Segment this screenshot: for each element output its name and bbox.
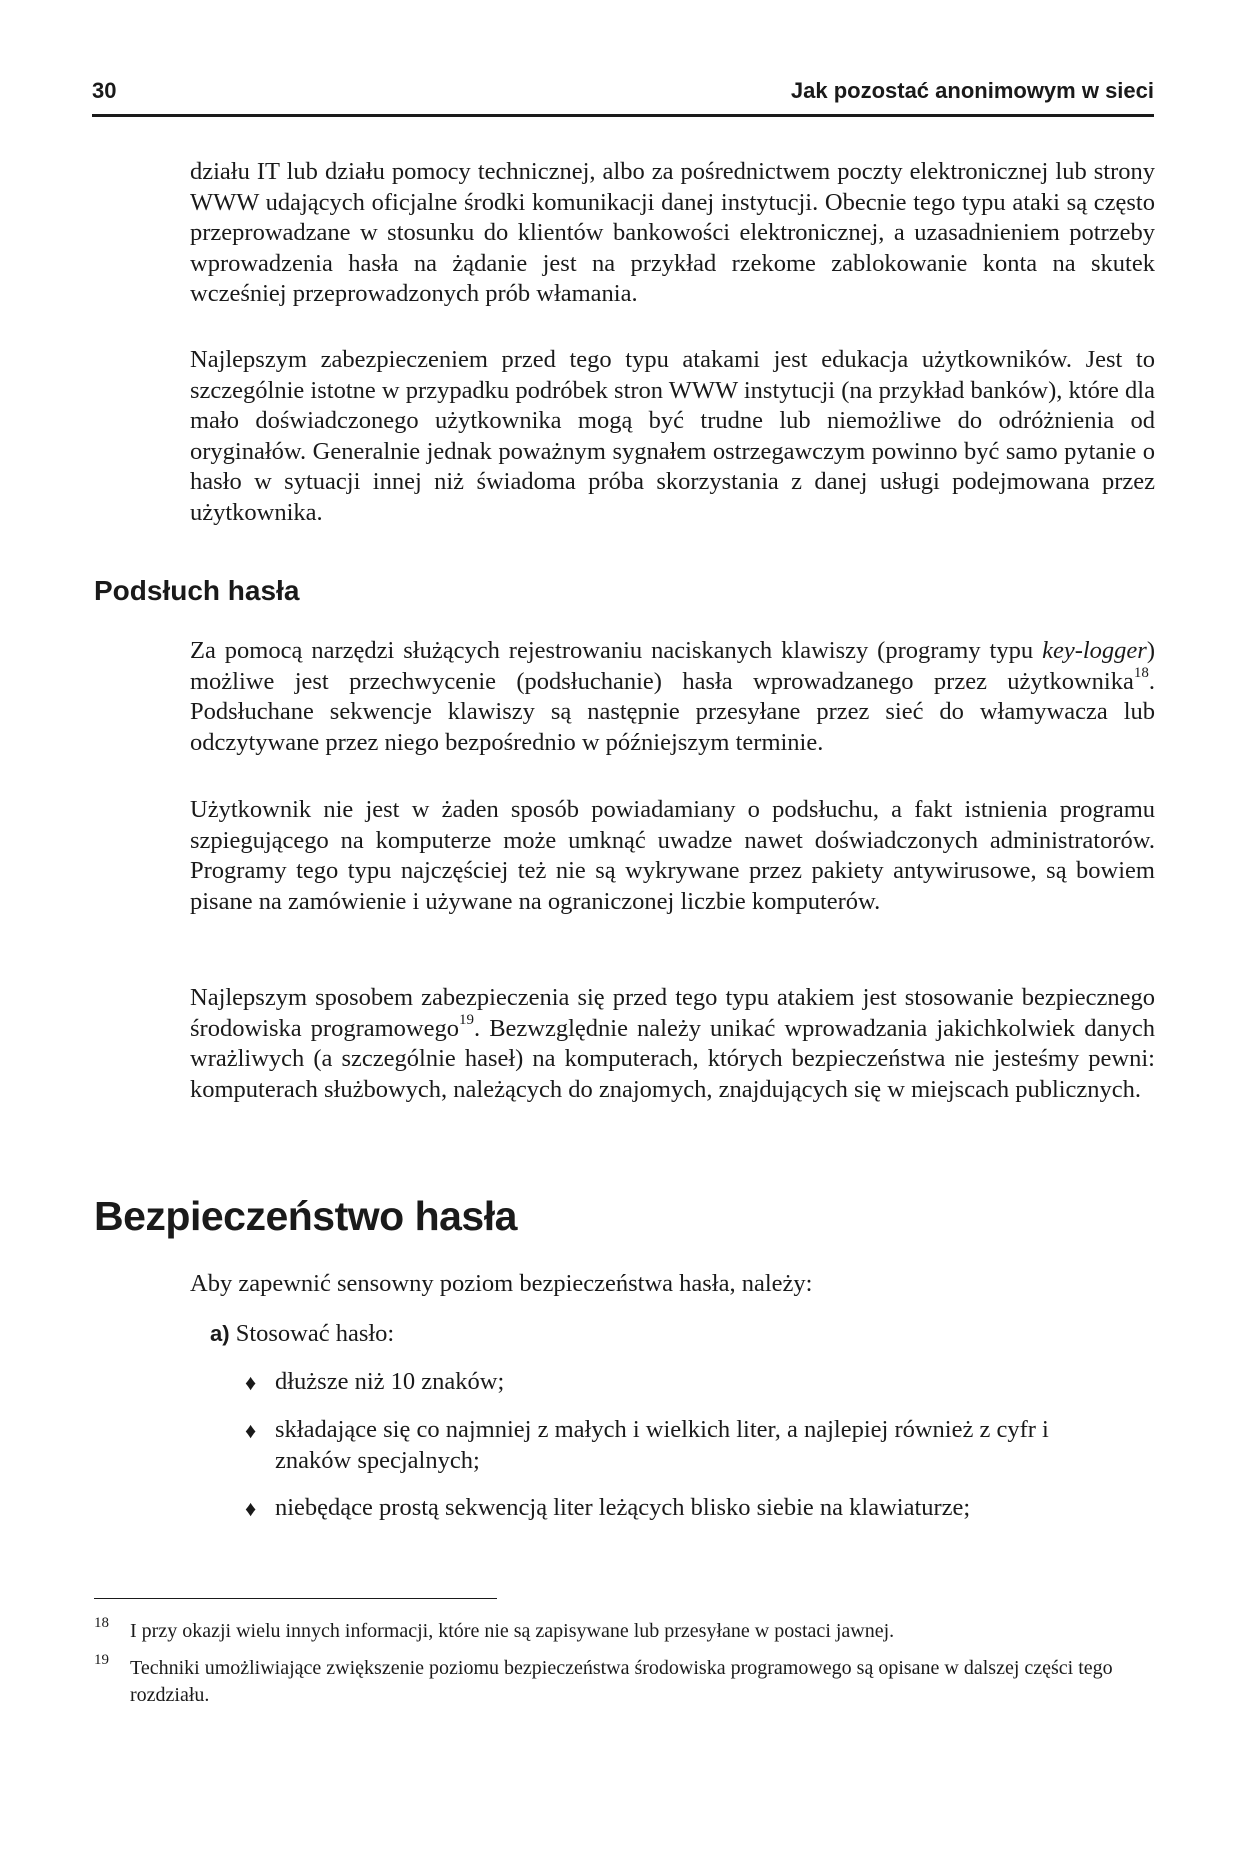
intro-paragraph-1-block bbox=[190, 157, 1155, 310]
intro-paragraph-2-block bbox=[190, 345, 1155, 528]
bezpieczenstwo-intro: Aby zapewnić sensowny poziom bezpieczeństwa hasła, należy: bbox=[190, 1270, 813, 1297]
footnote-number: 19 bbox=[94, 1652, 109, 1668]
intro-paragraph-2: Najlepszym zabezpieczeniem przed tego typu atakami jest edukacja użytkowników. Jest to szczególnie istotne w przypadku podróbek stron WWW instytucji (na przykład banków), które dla mało doświadczonego użytkownika mogą być trudne lub niemożliwe do odróżnienia od oryginałów. Generalnie jednak poważnym sygnałem ostrzegawczym powinno być samo pytanie o hasło w sytuacji innej niż świadoma próba skorzystania z danej usługi podejmowana przez użytkownika. bbox=[190, 346, 1155, 526]
list-item-a-text: Stosować hasło: bbox=[235, 1320, 395, 1347]
bezpieczenstwo-intro-block bbox=[190, 1269, 1155, 1300]
diamond-bullet-icon: ♦ bbox=[245, 1370, 257, 1395]
bullet-text: niebędące prostą sekwencją liter leżących blisko siebie na klawiaturze; bbox=[275, 1494, 971, 1521]
bullet-item bbox=[245, 1493, 1105, 1524]
list-marker-a: a) bbox=[210, 1321, 230, 1346]
podsluch-paragraph-1-block bbox=[190, 636, 1155, 758]
intro-paragraph-1: działu IT lub działu pomocy technicznej, albo za pośrednictwem poczty elektronicznej lub strony WWW udających oficjalne środki komunikacji danej instytucji. Obecnie tego typu ataki są często przeprowadzane w stosunku do klientów bankowości elektronicznej, a uzasadnieniem potrzeby wprowadzenia hasła na żądanie jest na przykład rzekome zablokowanie konta na skutek wcześniej przeprowadzonych prób włamania. bbox=[190, 158, 1155, 307]
podsluch-paragraph-3-block bbox=[190, 983, 1155, 1105]
podsluch-paragraph-2-block bbox=[190, 795, 1155, 917]
chapter-heading-bezpieczenstwo: Bezpieczeństwo hasła bbox=[94, 1193, 517, 1239]
footnote-18 bbox=[94, 1615, 1154, 1645]
footnote-text: Techniki umożliwiające zwiększenie poziomu bezpieczeństwa środowiska programowego są opisane w dalszej części tego rozdziału. bbox=[130, 1657, 1113, 1706]
list-item-a bbox=[210, 1319, 394, 1350]
podsluch-paragraph-2: Użytkownik nie jest w żaden sposób powiadamiany o podsłuchu, a fakt istnienia programu szpiegującego na komputerze może umknąć uwadze nawet doświadczonych administratorów. Programy tego typu najczęściej też nie są wykrywane przez pakiety antywirusowe, są bowiem pisane na zamówienie i używane na ograniczonej liczbie komputerów. bbox=[190, 796, 1155, 915]
bullet-item bbox=[245, 1367, 1105, 1398]
bullet-text: dłuższe niż 10 znaków; bbox=[275, 1368, 505, 1395]
running-header bbox=[92, 74, 1154, 117]
footnote-ref-18[interactable]: 18 bbox=[1133, 665, 1149, 682]
podsluch-paragraph-3: Najlepszym sposobem zabezpieczenia się przed tego typu atakiem jest stosowanie bezpiecznego środowiska programowego$^{19}$. Bezwzględnie należy unikać wprowadzania jakichkolwiek danych wrażliwych (a szczególnie haseł) na komputerach, których bezpieczeństwa nie jesteśmy pewni: komputerach służbowych, należących do znajomych, znajdujących się w miejscach publicznych. bbox=[190, 984, 1155, 1103]
footnote-ref-19[interactable]: 19 bbox=[459, 1012, 474, 1029]
bullet-text: składające się co najmniej z małych i wielkich liter, a najlepiej również z cyfr i znaków specjalnych; bbox=[275, 1416, 1049, 1474]
bullet-item bbox=[245, 1415, 1105, 1476]
diamond-bullet-icon: ♦ bbox=[245, 1496, 257, 1521]
footnote-19 bbox=[94, 1652, 1154, 1709]
section-heading-podsluch: Podsłuch hasła bbox=[94, 575, 300, 606]
footnote-text: I przy okazji wielu innych informacji, które nie są zapisywane lub przesyłane w postaci jawnej. bbox=[130, 1620, 895, 1642]
page-number: 30 bbox=[92, 78, 117, 103]
diamond-bullet-icon: ♦ bbox=[245, 1418, 257, 1443]
footnote-divider bbox=[94, 1598, 497, 1599]
italic-term: key-logger bbox=[1042, 637, 1147, 664]
podsluch-paragraph-1: Za pomocą narzędzi służących rejestrowaniu naciskanych klawiszy (programy typu key-logger) możliwe jest przechwycenie (podsłuchanie) hasła wprowadzanego przez użytkownika$^{18}$. Podsłuchane sekwencje klawiszy są następnie przesyłane przez sieć do włamywacza lub odczytywane przez niego bezpośrednio w późniejszym terminie. bbox=[190, 637, 1155, 756]
running-header-title: Jak pozostać anonimowym w sieci bbox=[790, 78, 1154, 103]
footnote-number: 18 bbox=[94, 1615, 109, 1631]
